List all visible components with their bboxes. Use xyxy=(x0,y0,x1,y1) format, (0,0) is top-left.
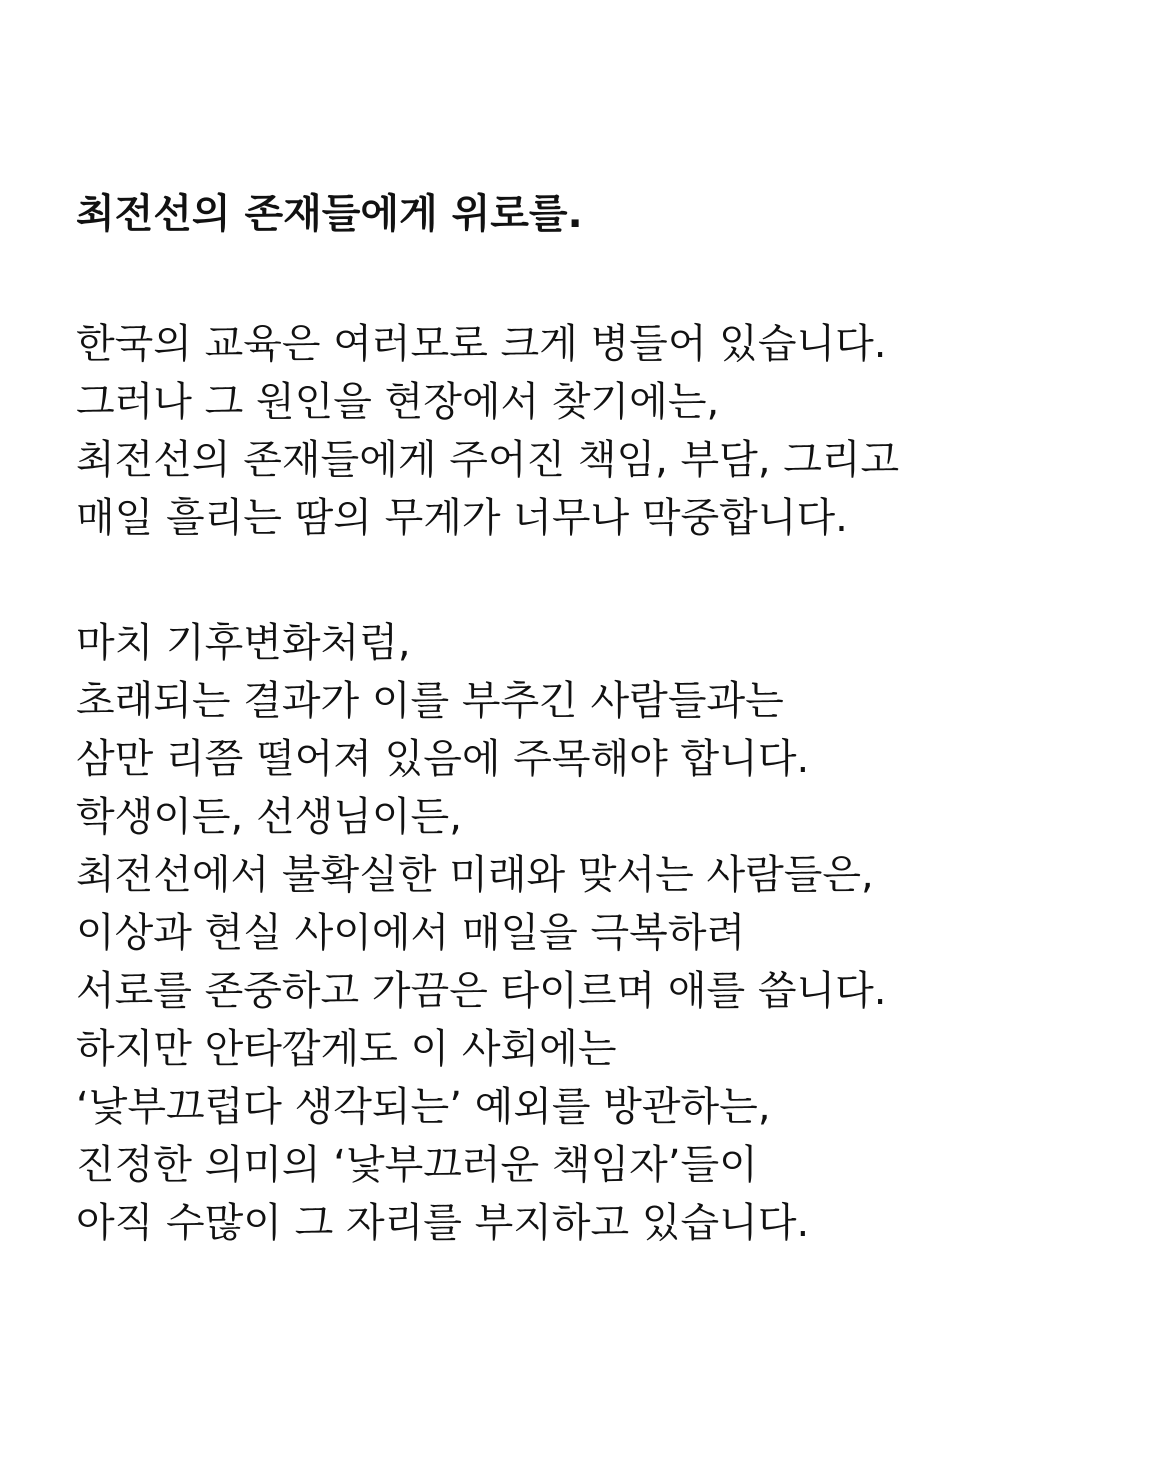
document-title: 최전선의 존재들에게 위로를. xyxy=(76,191,583,237)
text-line: 진정한 의미의 ‘낯부끄러운 책임자’들이 xyxy=(76,1142,758,1188)
text-line: 최전선에서 불확실한 미래와 맞서는 사람들은, xyxy=(76,852,874,898)
text-line: 최전선의 존재들에게 주어진 책임, 부담, 그리고 xyxy=(76,437,900,483)
paragraph-1 xyxy=(76,315,899,547)
text-line: 그러나 그 원인을 현장에서 찾기에는, xyxy=(76,379,720,425)
text-line: 삼만 리쯤 떨어져 있음에 주목해야 합니다. xyxy=(76,736,810,782)
text-line: 이상과 현실 사이에서 매일을 극복하려 xyxy=(76,910,746,956)
text-line: 학생이든, 선생님이든, xyxy=(76,794,462,840)
text-line: ‘낯부끄럽다 생각되는’ 예외를 방관하는, xyxy=(76,1084,771,1130)
text-line: 하지만 안타깝게도 이 사회에는 xyxy=(76,1026,617,1072)
text-line: 아직 수많이 그 자리를 부지하고 있습니다. xyxy=(76,1200,810,1246)
text-line: 초래되는 결과가 이를 부추긴 사람들과는 xyxy=(76,678,784,724)
text-line: 한국의 교육은 여러모로 크게 병들어 있습니다. xyxy=(76,321,887,367)
text-line: 매일 흘리는 땀의 무게가 너무나 막중합니다. xyxy=(76,495,848,541)
text-line: 서로를 존중하고 가끔은 타이르며 애를 씁니다. xyxy=(76,968,887,1014)
text-line: 마치 기후변화처럼, xyxy=(76,620,411,666)
paragraph-2 xyxy=(76,614,886,1252)
